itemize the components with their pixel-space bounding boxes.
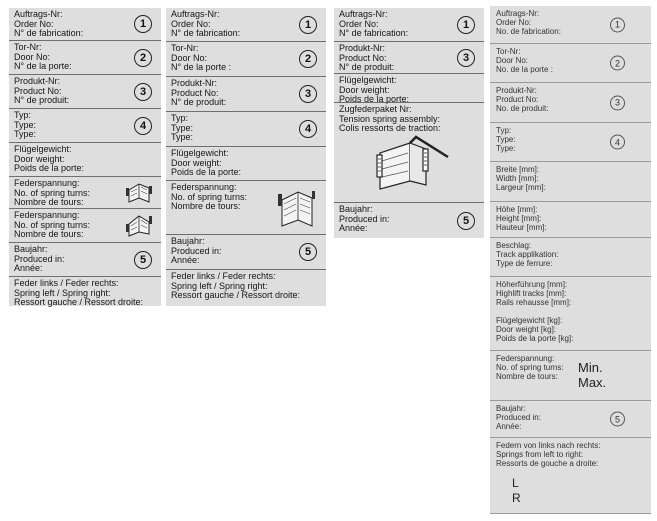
label4-row-text: Tor-Nr: Door No: No. de la porte : [496, 47, 553, 74]
label4-row-text: Auftrags-Nr: Order No: No. de fabrication: [496, 9, 561, 36]
label1-row-text: Feder links / Feder rechts: Spring left / Spring right: Ressort gauche / Ressort droite: [14, 278, 144, 308]
label1-row-product-no [9, 75, 161, 109]
label2-row-spring-side [166, 270, 326, 306]
label1-row-text: Baujahr: Produced in: Année: [14, 244, 65, 274]
label1-row-door-no [9, 41, 161, 75]
label4-row-production-year [490, 401, 651, 438]
label3-row-order-no [334, 8, 484, 42]
label2-row-text: Typ: Type: Type: [171, 113, 194, 143]
number-badge: 2 [610, 56, 625, 71]
label4-row-text: Höherführung [mm]: Highlift tracks [mm]: Rails rehausse [mm]: Flügelgewicht [kg]: Door weight [kg]: Poids de la porte [kg]: [496, 280, 574, 343]
label2-row-door-no [166, 42, 326, 77]
label3-row-door-weight [334, 74, 484, 103]
label4-row-type [490, 123, 651, 162]
label2-row-text: Federspannung: No. of spring turns: Nombre de tours: [171, 182, 248, 212]
label2-row-product-no [166, 77, 326, 112]
left-label: L [512, 476, 519, 490]
number-badge: 5 [134, 251, 152, 269]
label4-row-text: Breite [mm]: Width [mm]: Largeur [mm]: [496, 165, 546, 192]
label4-row-text: Höhe [mm]: Height [mm]: Hauteur [mm]: [496, 205, 547, 232]
label4-row-springs-order [490, 438, 651, 514]
label1-row-door-weight [9, 143, 161, 177]
number-badge: 1 [610, 17, 625, 32]
number-badge: 1 [457, 16, 475, 34]
number-badge: 5 [299, 243, 317, 261]
label2-row-door-weight [166, 147, 326, 181]
spring-door-icon [276, 186, 316, 230]
number-badge: 1 [299, 16, 317, 34]
number-badge: 3 [299, 85, 317, 103]
label1-row-text: Federspannung: No. of spring turns: Nombre de tours: [14, 178, 91, 208]
label4-row-text: Beschlag: Track applikation: Type de ferrure: [496, 241, 559, 268]
label2-row-text: Feder links / Feder rechts: Spring left / Spring right: Ressort gauche / Ressort droite: [171, 271, 301, 301]
label2-row-type [166, 112, 326, 147]
label4-row-spring-turns [490, 351, 651, 401]
min-label: Min. [578, 360, 603, 375]
label3-row-product-no [334, 42, 484, 74]
label1-row-text: Typ: Type: Type: [14, 110, 37, 140]
label4-row-door-no [490, 44, 651, 83]
label1-row-order-no [9, 8, 161, 41]
label4-row-height [490, 202, 651, 238]
number-badge: 5 [610, 412, 625, 427]
label4-row-text: Produkt-Nr: Product No: No. de produit: [496, 86, 549, 113]
label4-row-highlift-weight [490, 277, 651, 351]
spring-door-icon [125, 180, 153, 206]
label2-row-spring-turns [166, 181, 326, 235]
number-badge: 1 [134, 15, 152, 33]
label1-row-spring-turns-b [9, 209, 161, 243]
max-label: Max. [578, 375, 607, 390]
label2-row-production-year [166, 235, 326, 270]
label1-row-text: Flügelgewicht: Door weight: Poids de la porte: [14, 144, 85, 174]
number-badge: 3 [457, 49, 475, 67]
label4-row-product-no [490, 83, 651, 123]
label1-row-text: Federspannung: No. of spring turns: Nombre de tours: [14, 210, 91, 240]
number-badge: 3 [610, 95, 625, 110]
label4-row-text: Baujahr: Produced in: Année: [496, 404, 541, 431]
label2-row-text: Produkt-Nr: Product No: N° de produit: [171, 78, 227, 108]
spring-door-icon [125, 212, 153, 238]
label4-row-track [490, 238, 651, 277]
label3-row-text: Produkt-Nr: Product No: N° de produit: [339, 43, 395, 73]
label2-row-text: Flügelgewicht: Door weight: Poids de la porte: [171, 148, 242, 178]
number-badge: 4 [134, 117, 152, 135]
label2-row-text: Baujahr: Produced in: Année: [171, 236, 222, 266]
number-badge: 3 [134, 83, 152, 101]
label4-row-text: Federn von links nach rechts: Springs from left to right: Ressorts de gouche a droite: [496, 441, 601, 468]
right-label: R [512, 491, 521, 505]
number-badge: 4 [610, 135, 625, 150]
label2-row-text: Tor-Nr: Door No: N° de la porte : [171, 43, 232, 73]
label3-row-production-year [334, 203, 484, 238]
label1-row-text: Auftrags-Nr: Order No: N° de fabrication: [14, 9, 84, 39]
label3-row-text: Flügelgewicht: Door weight: Poids de la porte: [339, 75, 410, 105]
label2-row-order-no [166, 8, 326, 42]
label4-row-order-no [490, 6, 651, 44]
label3-row-text: Zugfederpaket Nr: Tension spring assembly: Colis ressorts de traction: [339, 104, 441, 134]
label1-row-spring-side [9, 277, 161, 306]
label1-row-text: Produkt-Nr: Product No: N° de produit: [14, 76, 70, 106]
label4-row-text: Federspannung: No. of spring turns: Nombre de tours: [496, 354, 564, 381]
label1-row-production-year [9, 243, 161, 277]
label1-row-text: Tor-Nr: Door No: N° de la porte: [14, 42, 72, 72]
label1-row-spring-turns-a [9, 177, 161, 209]
number-badge: 2 [134, 49, 152, 67]
label3-row-tension-spring [334, 103, 484, 203]
door-label-1 [9, 8, 161, 306]
tension-spring-door-icon [366, 135, 450, 193]
label3-row-text: Auftrags-Nr: Order No: N° de fabrication: [339, 9, 409, 39]
label4-row-text: Typ: Type: Type: [496, 126, 516, 153]
number-badge: 2 [299, 50, 317, 68]
door-label-4 [490, 6, 651, 514]
number-badge: 5 [457, 212, 475, 230]
label4-row-width [490, 162, 651, 202]
door-label-3 [334, 8, 484, 238]
label3-row-text: Baujahr: Produced in: Année: [339, 204, 390, 234]
label1-row-type [9, 109, 161, 143]
door-label-2 [166, 8, 326, 306]
number-badge: 4 [299, 120, 317, 138]
label2-row-text: Auftrags-Nr: Order No: N° de fabrication: [171, 9, 241, 39]
